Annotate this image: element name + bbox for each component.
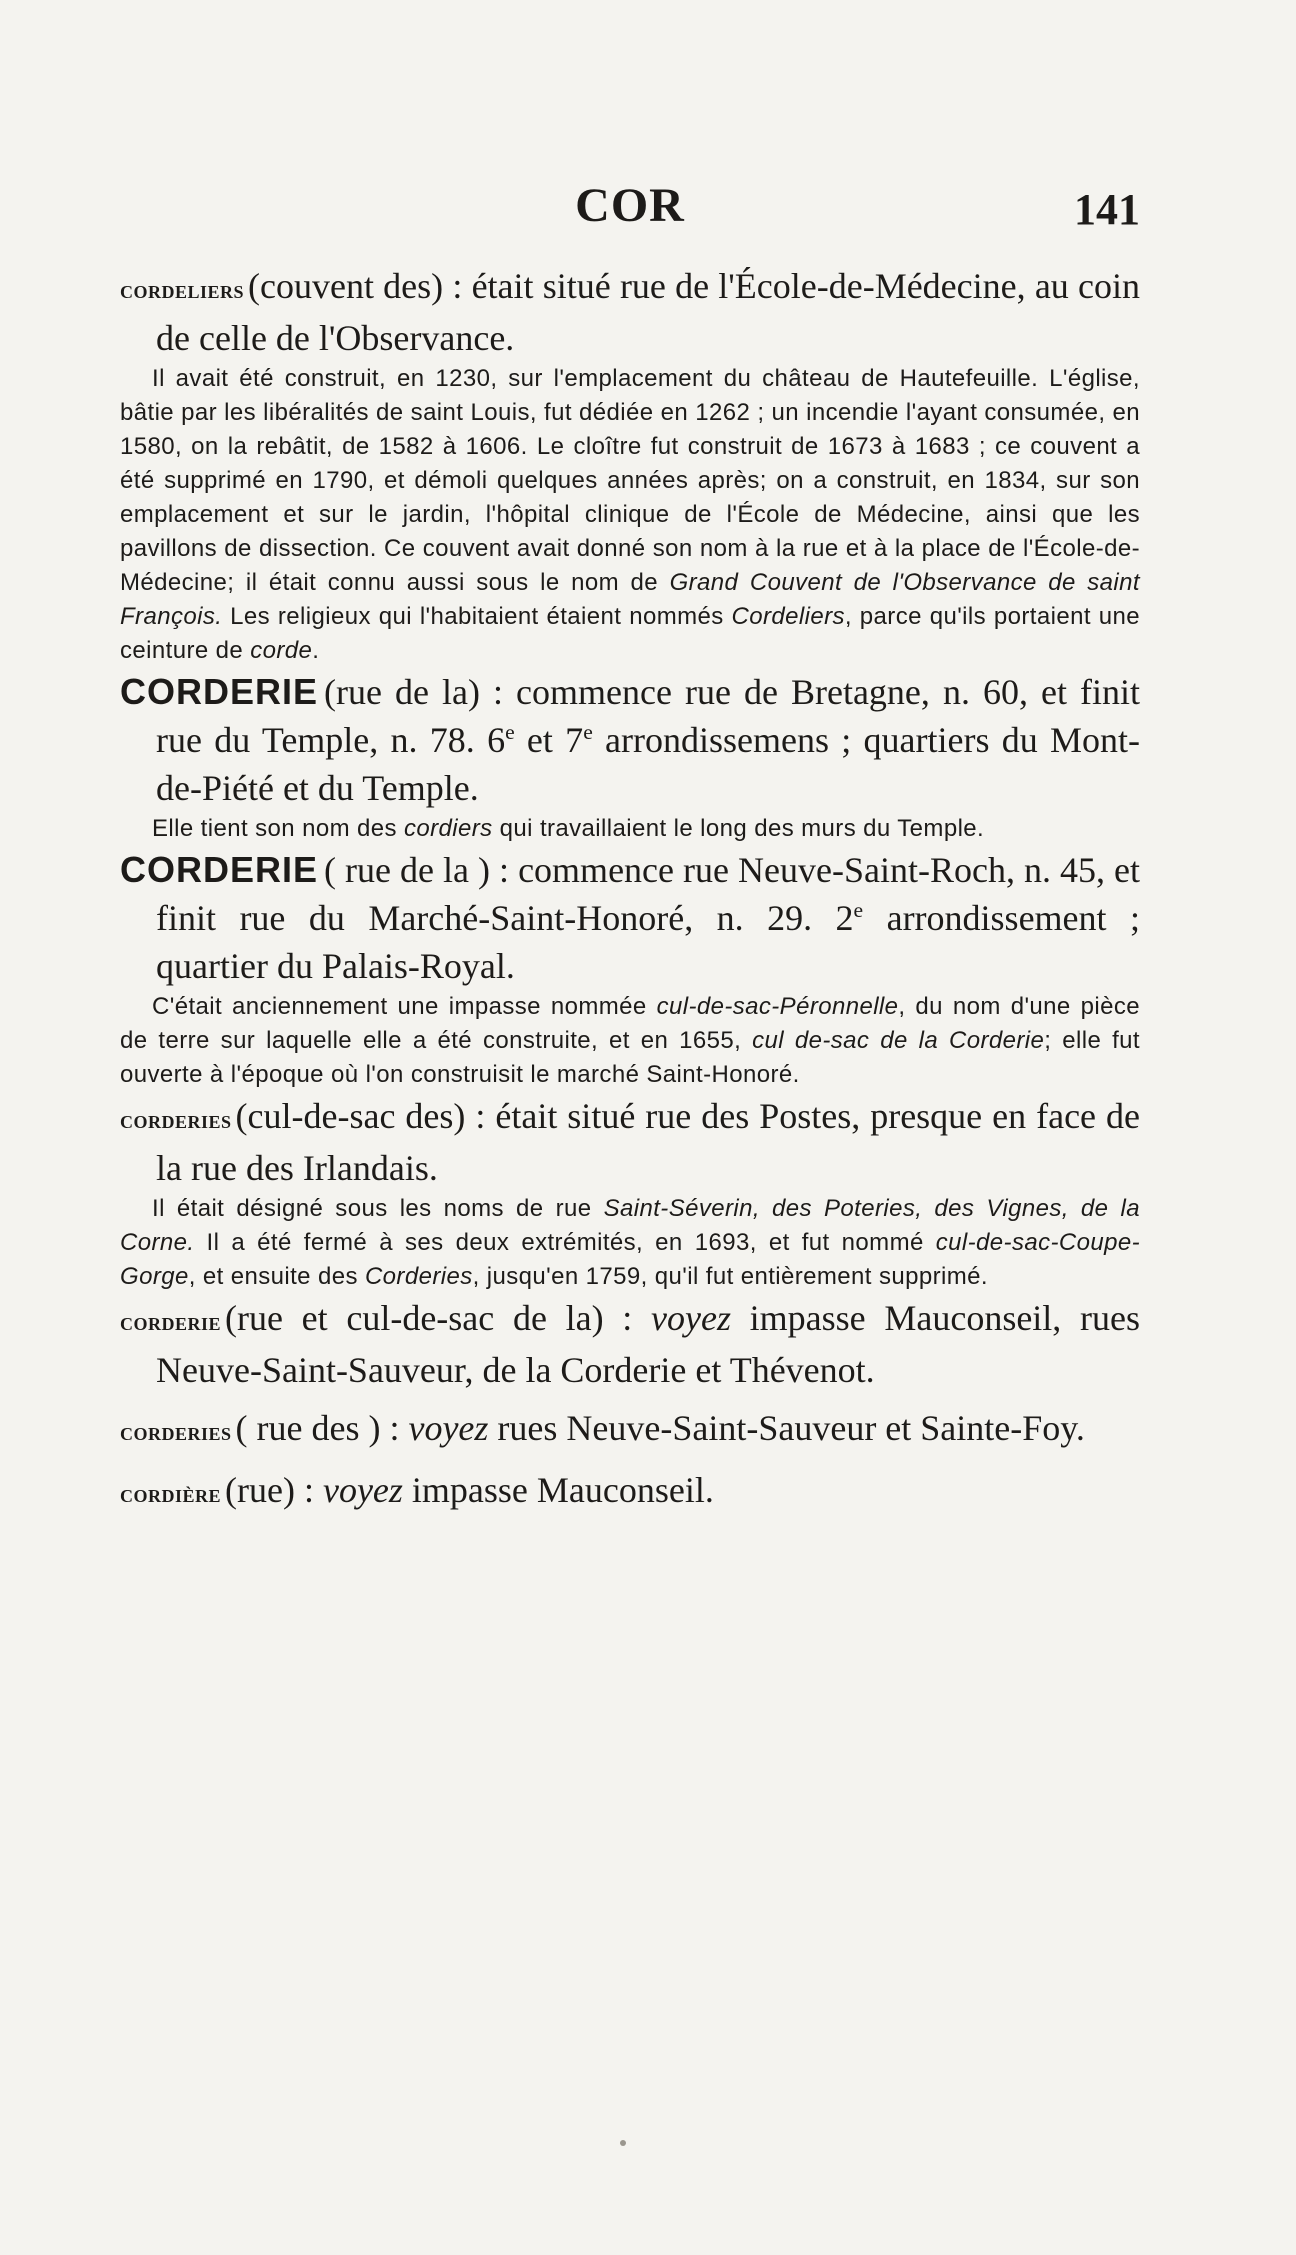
superscript: e <box>853 898 864 922</box>
note-text: , du nom d'une pièce de terre sur laquelle elle a été construite, et en 1655, <box>120 993 1140 1054</box>
note-italic: cul-de-sac-Coupe-Gorge <box>120 1229 1140 1290</box>
see-reference: voyez <box>651 1298 731 1338</box>
entry-corderie-roch <box>120 846 1140 1092</box>
entry-corderie-cul-de-sac <box>120 1294 1140 1394</box>
note-text: . <box>312 637 320 664</box>
note-italic: Saint-Séverin, des Poteries, des Vignes, de la Corne. <box>120 1195 1140 1256</box>
note-text: , et ensuite des <box>188 1263 365 1290</box>
entry-headword: cordeliers <box>120 275 245 304</box>
entry-main-text <box>120 846 1140 990</box>
entry-definition: (rue) : <box>225 1470 323 1510</box>
entry-corderies-postes <box>120 1092 1140 1294</box>
entry-main-text <box>120 1466 1140 1518</box>
ink-speck <box>620 2140 626 2146</box>
entry-note <box>120 362 1140 668</box>
note-italic: cul de-sac de la Corderie <box>752 1027 1045 1054</box>
running-head: COR <box>575 179 685 232</box>
entry-definition: rues Neuve-Saint-Sauveur et Sainte-Foy. <box>488 1408 1085 1448</box>
page-header <box>120 178 1140 238</box>
entry-note <box>120 990 1140 1092</box>
see-reference: voyez <box>322 1470 403 1510</box>
entry-headword: corderies <box>120 1105 232 1134</box>
entry-main-text <box>120 668 1140 812</box>
entry-corderies-rue <box>120 1404 1140 1456</box>
entry-definition: et 7 <box>514 720 584 760</box>
note-italic: Grand Couvent de l'Observance de saint François. <box>120 569 1140 630</box>
entry-main-text <box>120 1294 1140 1394</box>
note-text: , parce qu'ils portaient une ceinture de <box>120 603 1140 664</box>
entry-main-text <box>120 262 1140 362</box>
entry-corderie-bretagne <box>120 668 1140 846</box>
note-text: qui travaillaient le long des murs du Temple. <box>492 815 985 842</box>
note-text: ; elle fut ouverte à l'époque où l'on construisit le marché Saint-Honoré. <box>120 1027 1140 1088</box>
superscript: e <box>505 720 515 744</box>
entry-definition: impasse Mauconseil, rues Neuve-Saint-Sauveur, de la Corderie et Thévenot. <box>156 1298 1140 1390</box>
page-content <box>120 262 1140 1518</box>
superscript: e <box>583 720 593 744</box>
entry-note <box>120 812 1140 846</box>
note-italic: cordiers <box>404 815 493 842</box>
entry-main-text <box>120 1404 1140 1456</box>
entry-definition: (cul-de-sac des) : était situé rue des Postes, presque en face de la rue des Irlandais. <box>156 1096 1140 1188</box>
note-text: Elle tient son nom des <box>152 815 405 842</box>
entry-definition: (couvent des) : était situé rue de l'École-de-Médecine, au coin de celle de l'Observance. <box>156 266 1140 358</box>
note-italic: Corderies <box>364 1263 473 1290</box>
note-italic: cul-de-sac-Péronnelle <box>656 993 899 1020</box>
entry-cordiere <box>120 1466 1140 1518</box>
entry-headword: corderie <box>120 1307 222 1336</box>
note-text: C'était anciennement une impasse nommée <box>152 993 657 1020</box>
note-text: , jusqu'en 1759, qu'il fut entièrement supprimé. <box>472 1263 988 1290</box>
see-reference: voyez <box>408 1408 489 1448</box>
note-text: Il était désigné sous les noms de rue <box>152 1195 604 1222</box>
page-number: 141 <box>1074 185 1140 234</box>
entry-definition: (rue et cul-de-sac de la) : <box>225 1298 652 1338</box>
entry-main-text <box>120 1092 1140 1192</box>
entry-definition: arrondissement ; quartier du Palais-Royal. <box>156 898 1140 986</box>
entry-note <box>120 1192 1140 1294</box>
entry-definition: (rue de la) : commence rue de Bretagne, n. 60, et finit rue du Temple, n. 78. 6 <box>156 672 1140 760</box>
entry-definition: ( rue de la ) : commence rue Neuve-Saint-Roch, n. 45, et finit rue du Marché-Saint-Honoré, n. 29. 2 <box>156 850 1140 938</box>
note-italic: corde <box>250 637 313 664</box>
note-text: Il a été fermé à ses deux extrémités, en 1693, et fut nommé <box>194 1229 936 1256</box>
entry-definition: ( rue des ) : <box>235 1408 409 1448</box>
note-italic: Cordeliers <box>731 603 845 630</box>
entry-headword: corderies <box>120 1417 232 1446</box>
note-text: Les religieux qui l'habitaient étaient nommés <box>222 603 732 630</box>
entry-headword: CORDERIE <box>120 671 319 712</box>
entry-headword: CORDERIE <box>120 849 319 890</box>
entry-definition: arrondissemens ; quartiers du Mont-de-Piété et du Temple. <box>156 720 1140 808</box>
entry-definition: impasse Mauconseil. <box>402 1470 714 1510</box>
entry-headword: cordière <box>120 1479 222 1508</box>
entry-cordeliers <box>120 262 1140 668</box>
note-text: Il avait été construit, en 1230, sur l'emplacement du château de Hautefeuille. L'église, bâtie par les libéralités de saint Louis, fut dédiée en 1262 ; un incendie l'ayant consumée, en 1580, on la rebâtit, de 1582 à 1606. Le cloître fut construit de 1673 à 1683 ; ce couvent a été supprimé en 1790, et démoli quelques années après; on a construit, en 1834, sur son emplacement et sur le jardin, l'hôpital clinique de l'École de Médecine, ainsi que les pavillons de dissection. Ce couvent avait donné son nom à la rue et à la place de l'École-de-Médecine; il était connu aussi sous le nom de <box>120 365 1140 596</box>
